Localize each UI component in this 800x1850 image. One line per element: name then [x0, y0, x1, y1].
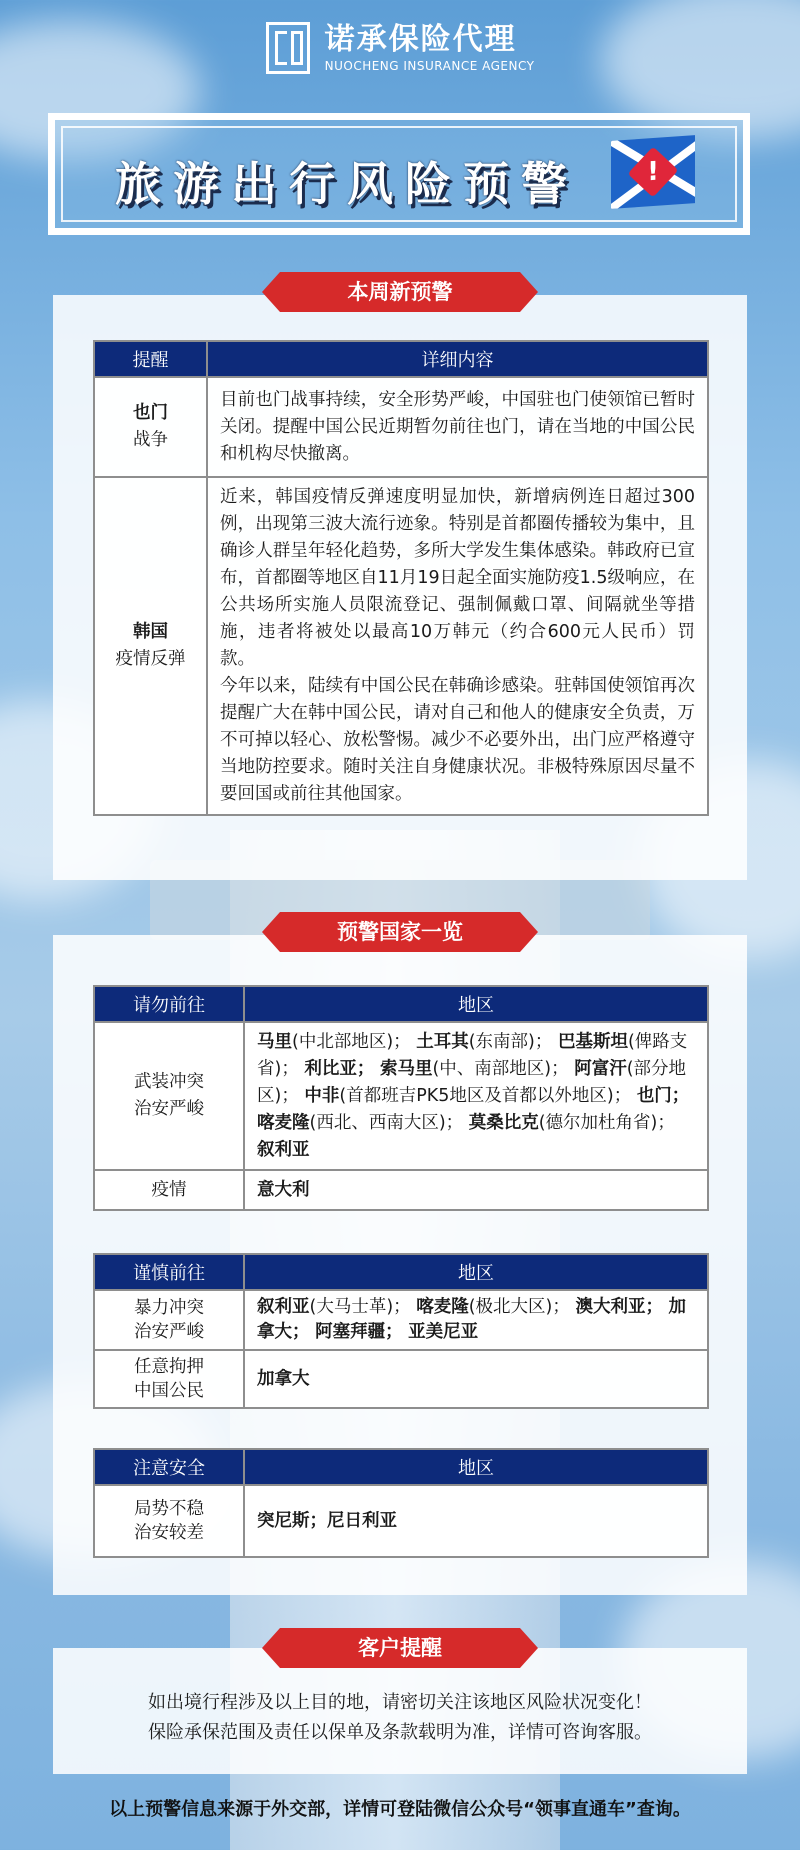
table-header: 地区 — [244, 1449, 708, 1485]
alert-topic: 疫情反弹 — [115, 649, 186, 669]
table-header: 请勿前往 — [94, 986, 244, 1022]
table-row — [94, 1350, 708, 1408]
table-row — [94, 377, 708, 477]
brand-name-en: NUOCHENG INSURANCE AGENCY — [324, 59, 535, 73]
table-header: 详细内容 — [207, 341, 708, 377]
source-footer: 以上预警信息来源于外交部，详情可登陆微信公众号“领事直通车”查询。 — [109, 1799, 691, 1820]
alert-content: 目前也门战事持续，安全形势严峻，中国驻也门使领馆已暂时关闭。提醒中国公民近期暂勿前往也门，请在当地的中国公民和机构尽快撤离。 — [207, 377, 708, 477]
notice-line: 如出境行程涉及以上目的地，请密切关注该地区风险状况变化！ — [148, 1692, 652, 1713]
table-row — [94, 1290, 708, 1350]
risk-category: 暴力冲突 治安严峻 — [94, 1290, 244, 1350]
warning-flag-icon: ! — [611, 135, 695, 209]
region-list: 加拿大 — [244, 1350, 708, 1408]
table-row — [94, 1022, 708, 1170]
brand-name-cn: 诺承保险代理 — [324, 22, 517, 57]
table-header: 注意安全 — [94, 1449, 244, 1485]
region-list: 意大利 — [244, 1170, 708, 1210]
table-header: 提醒 — [94, 341, 207, 377]
country-name: 韩国 — [133, 622, 168, 642]
title-banner — [48, 113, 750, 235]
country-name: 也门 — [133, 403, 168, 423]
new-alerts-table — [93, 340, 709, 816]
table-header: 地区 — [244, 1254, 708, 1290]
logo-mark-icon — [266, 22, 310, 74]
alert-content: 近来，韩国疫情反弹速度明显加快，新增病例连日超过300例，出现第三波大流行迹象。特别是首都圈传播较为集中，且确诊人群呈年轻化趋势，多所大学发生集体感染。韩政府已宣布，首都圈等地区自11月19日起全面实施防疫1.5级响应，在公共场所实施人员限流登记、强制佩戴口罩、间隔就坐等措施，违者将被处以最高10万韩元（约合600元人民币）罚款。 — [220, 487, 695, 669]
customer-notice — [53, 1688, 747, 1748]
risk-category: 疫情 — [94, 1170, 244, 1210]
risk-category: 任意拘押 中国公民 — [94, 1350, 244, 1408]
page-title: 旅游出行风险预警 — [115, 157, 579, 211]
ribbon-new-alerts: 本周新预警 — [280, 272, 520, 312]
travel-with-caution-table — [93, 1253, 709, 1409]
alert-topic: 战争 — [133, 430, 168, 450]
do-not-travel-table — [93, 985, 709, 1211]
table-row — [94, 1485, 708, 1557]
ribbon-country-list: 预警国家一览 — [280, 912, 520, 952]
region-list: 突尼斯；尼日利亚 — [244, 1485, 708, 1557]
region-list: 马里(中北部地区)； 土耳其(东南部)； 巴基斯坦(俾路支省)； 利比亚； 索马里(中、南部地区)； 阿富汗(部分地区)； 中非(首都班吉PK5地区及首都以外地区)； 也门； 喀麦隆(西北、西南大区)； 莫桑比克(德尔加杜角省)； 叙利亚 — [244, 1022, 708, 1170]
notice-line: 保险承保范围及责任以保单及条款载明为准，详情可咨询客服。 — [148, 1722, 652, 1743]
ribbon-customer-notice: 客户提醒 — [280, 1628, 520, 1668]
risk-category: 局势不稳 治安较差 — [94, 1485, 244, 1557]
alert-content: 今年以来，陆续有中国公民在韩确诊感染。驻韩国使领馆再次提醒广大在韩中国公民，请对自己和他人的健康安全负责，万不可掉以轻心、放松警惕。减少不必要外出，出门应严格遵守当地防控要求。随时关注自身健康状况。非极特殊原因尽量不要回国或前往其他国家。 — [220, 676, 695, 804]
stay-safe-table — [93, 1448, 709, 1558]
region-list: 叙利亚(大马士革)； 喀麦隆(极北大区)； 澳大利亚； 加拿大； 阿塞拜疆； 亚美尼亚 — [244, 1290, 708, 1350]
table-header: 谨慎前往 — [94, 1254, 244, 1290]
brand-logo — [0, 22, 800, 74]
table-row — [94, 477, 708, 815]
table-row — [94, 1170, 708, 1210]
risk-category: 武装冲突 治安严峻 — [94, 1022, 244, 1170]
table-header: 地区 — [244, 986, 708, 1022]
